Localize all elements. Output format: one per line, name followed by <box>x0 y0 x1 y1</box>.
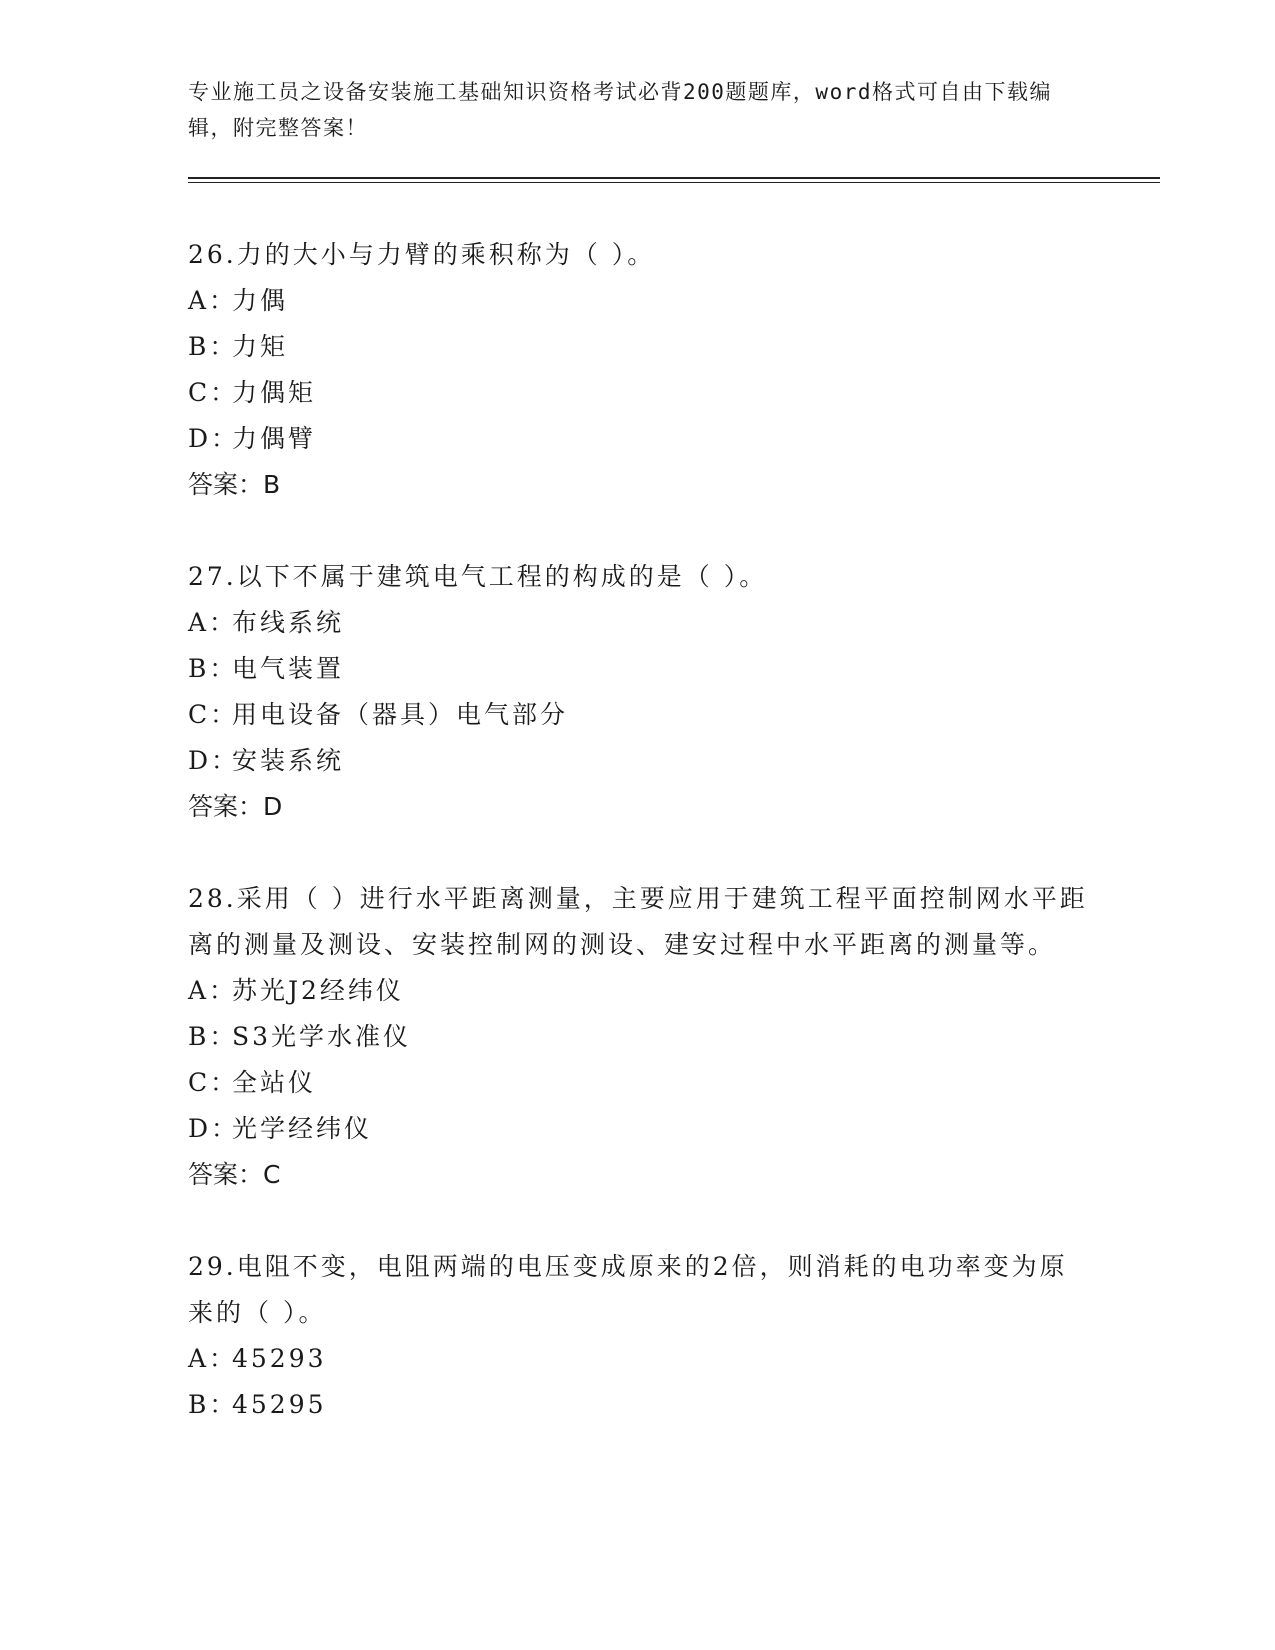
question-28 <box>188 876 1088 1198</box>
question-number: 26. <box>188 240 237 269</box>
option-d <box>188 738 1088 784</box>
option-b <box>188 646 1088 692</box>
option-text: 力偶臂 <box>232 424 317 453</box>
option-letter: A： <box>188 976 238 1005</box>
questions-list <box>188 232 1088 1474</box>
question-27 <box>188 554 1088 830</box>
question-stem <box>188 232 1088 278</box>
option-text: 用电设备（器具）电气部分 <box>232 700 569 729</box>
option-letter: D： <box>188 746 240 775</box>
option-text: 45295 <box>232 1390 327 1419</box>
question-number: 28. <box>188 884 237 913</box>
option-text: 力偶矩 <box>232 378 317 407</box>
question-text: 采用（ ）进行水平距离测量，主要应用于建筑工程平面控制网水平距离的测量及测设、安装控制网的测设、建安过程中水平距离的测量等。 <box>188 884 1088 959</box>
option-letter: B： <box>188 654 238 683</box>
answer-label: 答案： <box>188 792 264 821</box>
header-rule-thin <box>188 182 1160 183</box>
option-a <box>188 1336 1088 1382</box>
option-letter: A： <box>188 608 238 637</box>
question-text: 电阻不变，电阻两端的电压变成原来的2倍，则消耗的电功率变为原来的（ ）。 <box>188 1252 1068 1327</box>
option-letter: B： <box>188 1390 238 1419</box>
option-text: 力偶 <box>232 286 289 315</box>
option-c <box>188 692 1088 738</box>
answer-line <box>188 784 1088 830</box>
option-letter: D： <box>188 1114 240 1143</box>
answer-line <box>188 462 1088 508</box>
option-text: S3光学水准仪 <box>232 1022 412 1051</box>
option-text: 布线系统 <box>232 608 345 637</box>
option-letter: A： <box>188 1344 238 1373</box>
question-29 <box>188 1244 1088 1428</box>
option-text: 光学经纬仪 <box>232 1114 373 1143</box>
question-stem <box>188 554 1088 600</box>
option-text: 力矩 <box>232 332 289 361</box>
question-stem <box>188 1244 1088 1336</box>
option-letter: C： <box>188 378 239 407</box>
option-c <box>188 1060 1088 1106</box>
option-letter: A： <box>188 286 238 315</box>
question-stem <box>188 876 1088 968</box>
document-header: 专业施工员之设备安装施工基础知识资格考试必背200题题库，word格式可自由下载编辑，附完整答案！ <box>188 80 1052 140</box>
option-letter: B： <box>188 332 238 361</box>
option-text: 电气装置 <box>232 654 345 683</box>
option-b <box>188 324 1088 370</box>
option-d <box>188 416 1088 462</box>
option-letter: D： <box>188 424 240 453</box>
option-text: 全站仪 <box>232 1068 317 1097</box>
answer-value: C <box>263 1160 281 1189</box>
option-b <box>188 1014 1088 1060</box>
option-a <box>188 600 1088 646</box>
option-c <box>188 370 1088 416</box>
option-b <box>188 1382 1088 1428</box>
question-text: 以下不属于建筑电气工程的构成的是（ ）。 <box>236 562 768 591</box>
answer-line <box>188 1152 1088 1198</box>
option-a <box>188 968 1088 1014</box>
header-rule-thick <box>188 177 1160 179</box>
option-letter: B： <box>188 1022 238 1051</box>
answer-value: B <box>263 470 281 499</box>
option-text: 45293 <box>232 1344 327 1373</box>
option-letter: C： <box>188 1068 239 1097</box>
option-d <box>188 1106 1088 1152</box>
question-26 <box>188 232 1088 508</box>
question-number: 29. <box>188 1252 237 1281</box>
answer-label: 答案： <box>188 470 264 499</box>
option-letter: C： <box>188 700 239 729</box>
answer-value: D <box>263 792 283 821</box>
question-text: 力的大小与力臂的乘积称为（ ）。 <box>236 240 656 269</box>
option-text: 苏光J2经纬仪 <box>232 976 404 1005</box>
option-text: 安装系统 <box>232 746 345 775</box>
option-a <box>188 278 1088 324</box>
question-number: 27. <box>188 562 237 591</box>
answer-label: 答案： <box>188 1160 264 1189</box>
